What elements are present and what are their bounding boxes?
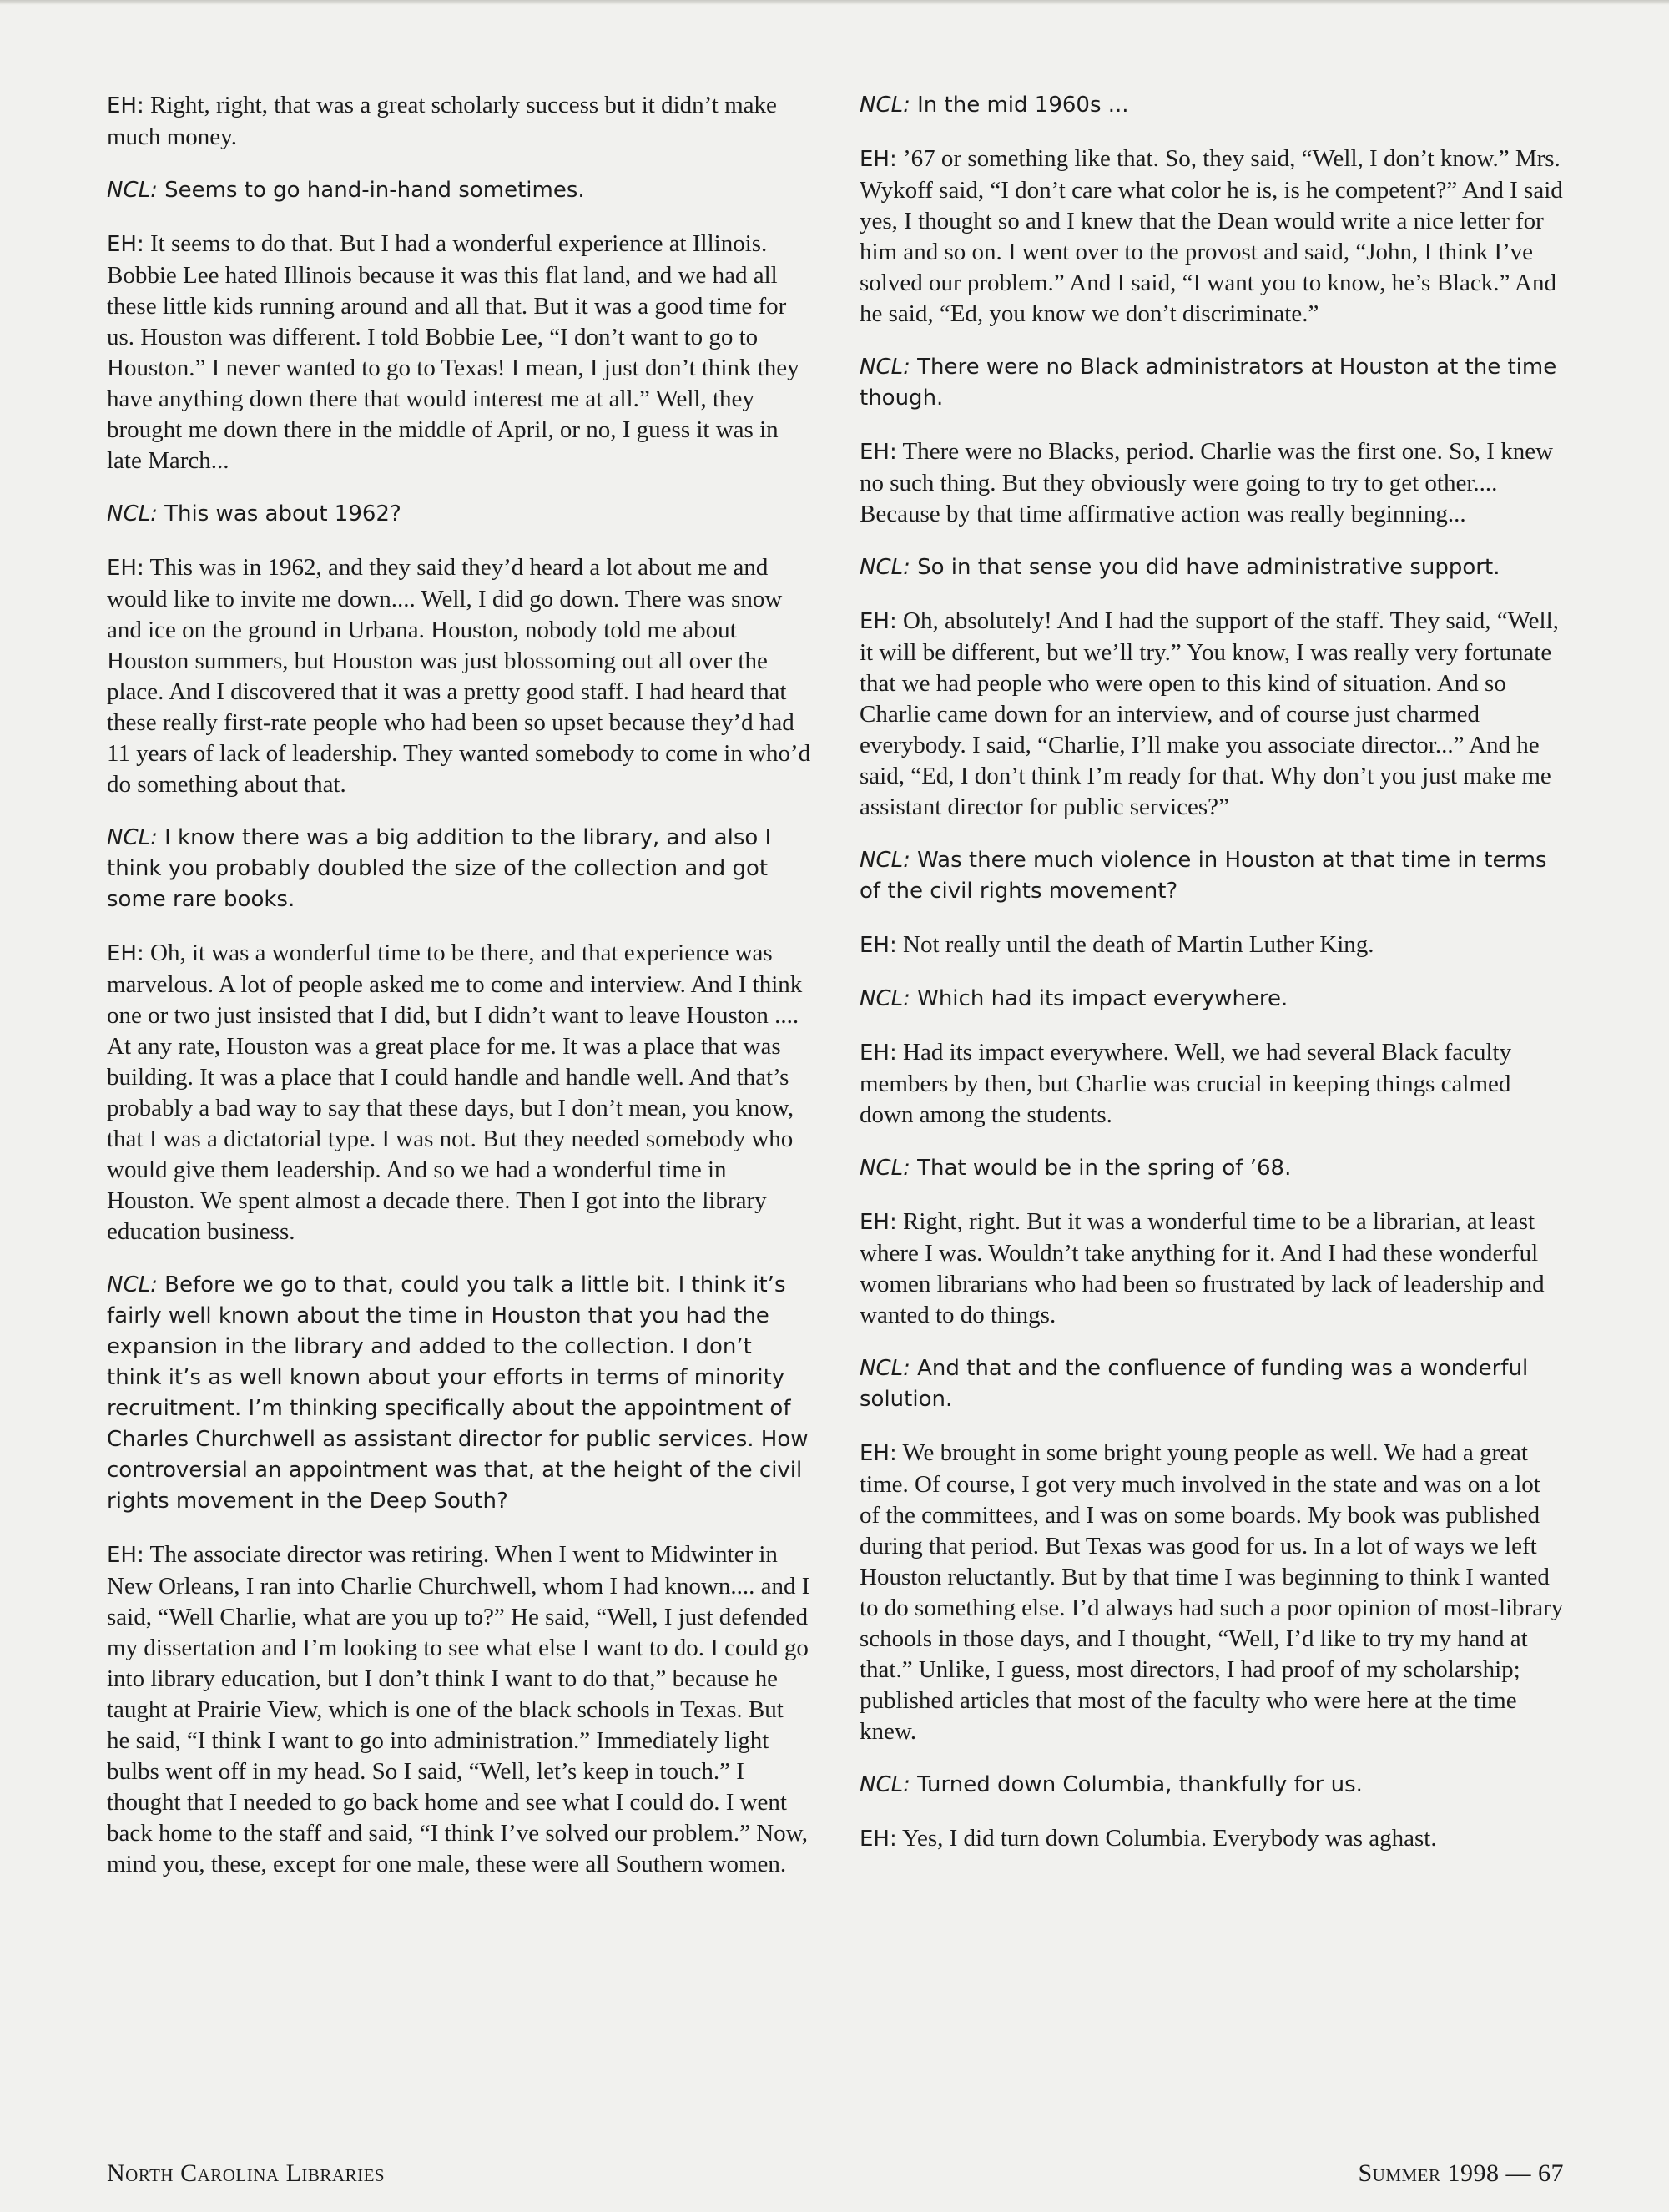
paragraph-text: Had its impact everywhere. Well, we had several Black faculty members by then, but Charlie was crucial in keeping things calmed down among the students. — [860, 1039, 1512, 1128]
footer-publication: North Carolina Libraries — [107, 2159, 386, 2187]
speaker-label-eh: EH: — [860, 440, 897, 465]
speaker-label-eh: EH: — [860, 1441, 897, 1466]
interview-paragraph — [860, 1823, 1565, 1855]
speaker-label-ncl: NCL: — [860, 1156, 910, 1181]
speaker-label-eh: EH: — [107, 1543, 144, 1568]
interview-paragraph — [860, 606, 1565, 823]
interview-paragraph — [860, 1438, 1565, 1747]
interview-paragraph — [107, 499, 812, 530]
interview-paragraph — [860, 1207, 1565, 1331]
interview-paragraph — [107, 552, 812, 800]
paragraph-text: This was about 1962? — [164, 501, 401, 527]
speaker-label-eh: EH: — [107, 556, 144, 581]
interview-paragraph — [107, 90, 812, 153]
footer-issue — [1358, 2159, 1564, 2188]
speaker-label-eh: EH: — [107, 232, 144, 257]
paragraph-text: Right, right. But it was a wonderful time to be a librarian, at least where I was. Wouldn’t take anything for it. And I had these wonderful women librarians who had been so frustrated by lack of leadership and wanted to do things. — [860, 1208, 1545, 1328]
speaker-label-eh: EH: — [860, 1827, 897, 1852]
paragraph-text: It seems to do that. But I had a wonderful experience at Illinois. Bobbie Lee hated Illinois because it was this flat land, and we had all these little kids running around and all that. But it was a good time for us. Houston was different. I told Bobbie Lee, “I don’t want to go to Houston.” I never wanted to go to Texas! I mean, I just don’t think they have anything down there that would interest me at all.” Well, they brought me down there in the middle of April, or no, I guess it was in late March... — [107, 230, 799, 474]
footer-year: 1998 — [1447, 2159, 1500, 2187]
speaker-label-ncl: NCL: — [860, 1772, 910, 1797]
paragraph-text: Seems to go hand-in-hand sometimes. — [164, 178, 585, 203]
speaker-label-ncl: NCL: — [860, 986, 910, 1011]
interview-paragraph — [107, 1270, 812, 1517]
paragraph-text: Right, right, that was a great scholarly success but it didn’t make much money. — [107, 92, 777, 150]
paragraph-text: And that and the confluence of funding was a wonderful solution. — [860, 1356, 1529, 1412]
interview-paragraph — [107, 823, 812, 915]
page-top-edge — [0, 0, 1669, 5]
speaker-label-eh: EH: — [107, 93, 144, 118]
interview-paragraph — [860, 1770, 1565, 1801]
speaker-label-eh: EH: — [107, 941, 144, 966]
interview-paragraph — [860, 1353, 1565, 1415]
paragraph-text: Yes, I did turn down Columbia. Everybody was aghast. — [901, 1825, 1437, 1852]
paragraph-text: There were no Blacks, period. Charlie was the first one. So, I knew no such thing. But they obviously were going to try to get other.... Because by that time affirmative action was really beginning... — [860, 438, 1554, 527]
paragraph-text: Not really until the death of Martin Luther King. — [903, 931, 1374, 958]
speaker-label-ncl: NCL: — [107, 825, 158, 850]
interview-paragraph — [860, 90, 1565, 121]
paragraph-text: This was in 1962, and they said they’d heard a lot about me and would like to invite me down.... Well, I did go down. There was snow and ice on the ground in Urbana. Houston, nobody told me about Houston summers, but Houston was just blossoming out all over the place. And I discovered that it was a pretty good staff. I had heard that these really first-rate people who had been so upset because they’d had 11 years of lack of leadership. They wanted somebody to come in who’d do something about that. — [107, 554, 811, 798]
paragraph-text: Was there much violence in Houston at that time in terms of the civil rights movement? — [860, 848, 1547, 904]
interview-paragraph — [860, 845, 1565, 907]
interview-paragraph — [860, 984, 1565, 1015]
interview-paragraph — [860, 1037, 1565, 1131]
speaker-label-eh: EH: — [860, 609, 897, 634]
interview-paragraph — [860, 436, 1565, 530]
speaker-label-eh: EH: — [860, 147, 897, 172]
paragraph-text: Which had its impact everywhere. — [917, 986, 1288, 1011]
paragraph-text: I know there was a big addition to the library, and also I think you probably doubled the size of the collection and got some rare books. — [107, 825, 772, 912]
speaker-label-ncl: NCL: — [860, 848, 910, 873]
paragraph-text: So in that sense you did have administrative support. — [917, 555, 1500, 580]
interview-paragraph — [860, 144, 1565, 330]
paragraph-text: ’67 or something like that. So, they said, “Well, I don’t know.” Mrs. Wykoff said, “I don’t care what color he is, is he competent?” And I said yes, I thought so and I knew that the Dean would write a nice letter for him and so on. I went over to the provost and said, “John, I think I’ve solved our problem.” And I said, “I want you to know, he’s Black.” And he said, “Ed, you know we don’t discriminate.” — [860, 145, 1563, 327]
speaker-label-ncl: NCL: — [860, 555, 910, 580]
speaker-label-eh: EH: — [860, 1040, 897, 1066]
interview-paragraph — [860, 352, 1565, 414]
speaker-label-ncl: NCL: — [860, 93, 910, 118]
interview-paragraph — [107, 1539, 812, 1880]
speaker-label-ncl: NCL: — [107, 501, 158, 527]
interview-paragraph — [107, 175, 812, 206]
paragraph-text: In the mid 1960s ... — [917, 93, 1129, 118]
right-column — [860, 90, 1565, 1877]
paragraph-text: Oh, it was a wonderful time to be there, and that experience was marvelous. A lot of people asked me to come and interview. And I think one or two just insisted that I did, but I didn’t want to leave Houston .... At any rate, Houston was a great place for me. It was a place that was building. It was a place that I could handle and handle well. And that’s probably a bad way to say that these days, but I don’t mean, you know, that I was a dictatorial type. I was not. But they needed somebody who would give them leadership. And so we had a wonderful time in Houston. We spent almost a decade there. Then I got into the library education business. — [107, 940, 803, 1245]
speaker-label-ncl: NCL: — [860, 1356, 910, 1381]
paragraph-text: The associate director was retiring. When I went to Midwinter in New Orleans, I ran into Charlie Churchwell, whom I had known.... and I said, “Well Charlie, what are you up to?” He said, “Well, I just defended my dissertation and I’m looking to see what else I want to do. I could go into library education, but I don’t think I want to do that,” because he taught at Prairie View, which is one of the black schools in Texas. But he said, “I think I want to go into administration.” Immediately light bulbs went off in my head. So I said, “Well, let’s keep in touch.” I thought that I needed to go back home and see what I could do. I went back home to the staff and said, “I think I’ve solved our problem.” Now, mind you, these, except for one male, these were all Southern women. — [107, 1541, 810, 1877]
paragraph-text: Oh, absolutely! And I had the support of the staff. They said, “Well, it will be different, but we’ll try.” You know, I was really very fortunate that we had people who were open to this kind of situation. And so Charlie came down for an interview, and of course just charmed everybody. I said, “Charlie, I’ll make you associate director...” And he said, “Ed, I don’t think I’m ready for that. Why don’t you just make me assistant director for public services?” — [860, 607, 1559, 820]
footer-separator: — — [1505, 2159, 1531, 2187]
speaker-label-eh: EH: — [860, 933, 897, 958]
interview-paragraph — [860, 1153, 1565, 1184]
interview-paragraph — [860, 552, 1565, 583]
footer-season: Summer — [1358, 2159, 1441, 2187]
paragraph-text: Before we go to that, could you talk a little bit. I think it’s fairly well known about the time in Houston that you had the expansion in the library and added to the collection. I don’t think it’s as well known about your efforts in terms of minority recruitment. I’m thinking specifically about the appointment of Charles Churchwell as assistant director for public services. How controversial an appointment was that, at the height of the civil rights movement in the Deep South? — [107, 1272, 809, 1514]
interview-paragraph — [107, 938, 812, 1247]
paragraph-text: That would be in the spring of ’68. — [917, 1156, 1292, 1181]
paragraph-text: Turned down Columbia, thankfully for us. — [917, 1772, 1363, 1797]
paragraph-text: There were no Black administrators at Houston at the time though. — [860, 355, 1557, 411]
speaker-label-ncl: NCL: — [107, 178, 158, 203]
interview-paragraph — [860, 930, 1565, 961]
paragraph-text: We brought in some bright young people as well. We had a great time. Of course, I got very much involved in the state and was on a lot of the committees, and I was on some boards. My book was published during that period. But Texas was good for us. In a lot of ways we left Houston reluctantly. But by that time I was beginning to think I wanted to do something else. I’d always had such a poor opinion of most-library schools in those days, and I thought, “Well, I’d like to try my hand at that.” Unlike, I guess, most directors, I had proof of my scholarship; published articles that most of the faculty who were here at the time knew. — [860, 1439, 1564, 1745]
speaker-label-ncl: NCL: — [860, 355, 910, 380]
speaker-label-ncl: NCL: — [107, 1272, 158, 1297]
speaker-label-eh: EH: — [860, 1210, 897, 1235]
left-column — [107, 90, 812, 1902]
footer-page-number: 67 — [1538, 2159, 1564, 2187]
interview-paragraph — [107, 229, 812, 476]
